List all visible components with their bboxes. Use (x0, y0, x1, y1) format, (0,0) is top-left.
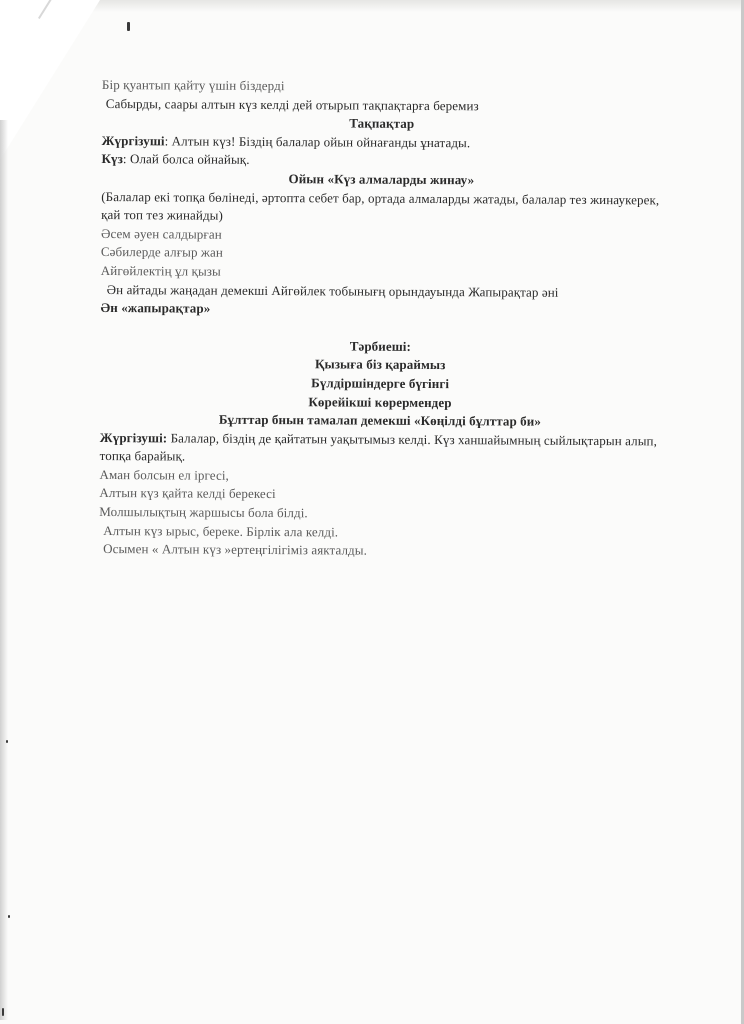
intro-line: Сабырды, саары алтын күз келді дей отырып тақпақтарға беремиз (105, 95, 479, 113)
verse-line: Аман болсын ел іргесі, (99, 466, 229, 483)
scan-speck (6, 740, 8, 743)
speaker-label: Күз (101, 151, 123, 167)
section-heading-game: Ойын «Күз алмаларды жинау» (288, 171, 475, 188)
dialogue-autumn (101, 150, 661, 172)
scan-folded-corner (0, 0, 100, 160)
scan-top-shadow (90, 0, 744, 12)
scan-left-shadow (0, 120, 8, 1020)
game-instructions: (Балалар екі топқа бөлінеді, әртопта себет бар, ортада алмаларды жатады, балалар тез жинаукерек, қай топ тез жинайды) (101, 188, 660, 223)
section-heading-poems: Тақпақтар (349, 115, 415, 132)
verse-line-bold: Бүлдіршіндерге бүгінгі (311, 375, 450, 392)
song-intro: Ән айтады жаңадан демекші Айгөйлек тобынығң орындауында Жапырақтар әні (106, 281, 559, 300)
closing-line: Осымен « Алтын күз »ертеңгілігіміз аякталды. (103, 541, 368, 558)
verse-line: Алтын күз қайта келді берекесі (99, 485, 276, 502)
verse-line: Алтын күз ырыс, береке. Бірлік ала келді. (103, 522, 339, 540)
verse-line: Айгөйлектің ұл қызы (100, 262, 221, 279)
scan-speck (8, 915, 10, 918)
verse-line: Әсем әуен салдырған (100, 225, 222, 242)
teacher-heading: Тәрбиеші: (349, 338, 412, 354)
song-title: Ән «жапырақтар» (100, 300, 211, 316)
verse-line: Бір қуантып қайту үшін біздерді (101, 76, 285, 94)
verse-line: Сәбилерде алғыр жан (100, 244, 224, 261)
speaker-label: Жүргізуші: (99, 429, 168, 446)
verse-line: Молшылықтың жаршысы бола білді. (99, 504, 308, 521)
document-body (99, 76, 662, 562)
verse-line-bold: Көрейікші көрермендер (308, 393, 452, 410)
dialogue-presenter-closing (100, 429, 660, 470)
dialogue-text: : Олай болса ойнайық. (122, 151, 250, 168)
dance-heading: Бұлттар бнын тамалап демекші «Көңілді бұлттар би» (218, 411, 542, 429)
scan-speck (127, 22, 130, 31)
verse-line-bold: Қызыға біз қараймыз (314, 356, 446, 373)
dialogue-text: : Алтын күз! Біздің балалар ойын ойнағанды ұнатады. (164, 133, 471, 151)
speaker-label: Жүргізуші (101, 132, 165, 149)
dialogue-text: Балалар, біздің де қайтатын уақытымыз келді. Күз ханшайымның сыйлықтарын алып, топқа барайық. (99, 430, 658, 464)
scan-speck (2, 1008, 4, 1016)
